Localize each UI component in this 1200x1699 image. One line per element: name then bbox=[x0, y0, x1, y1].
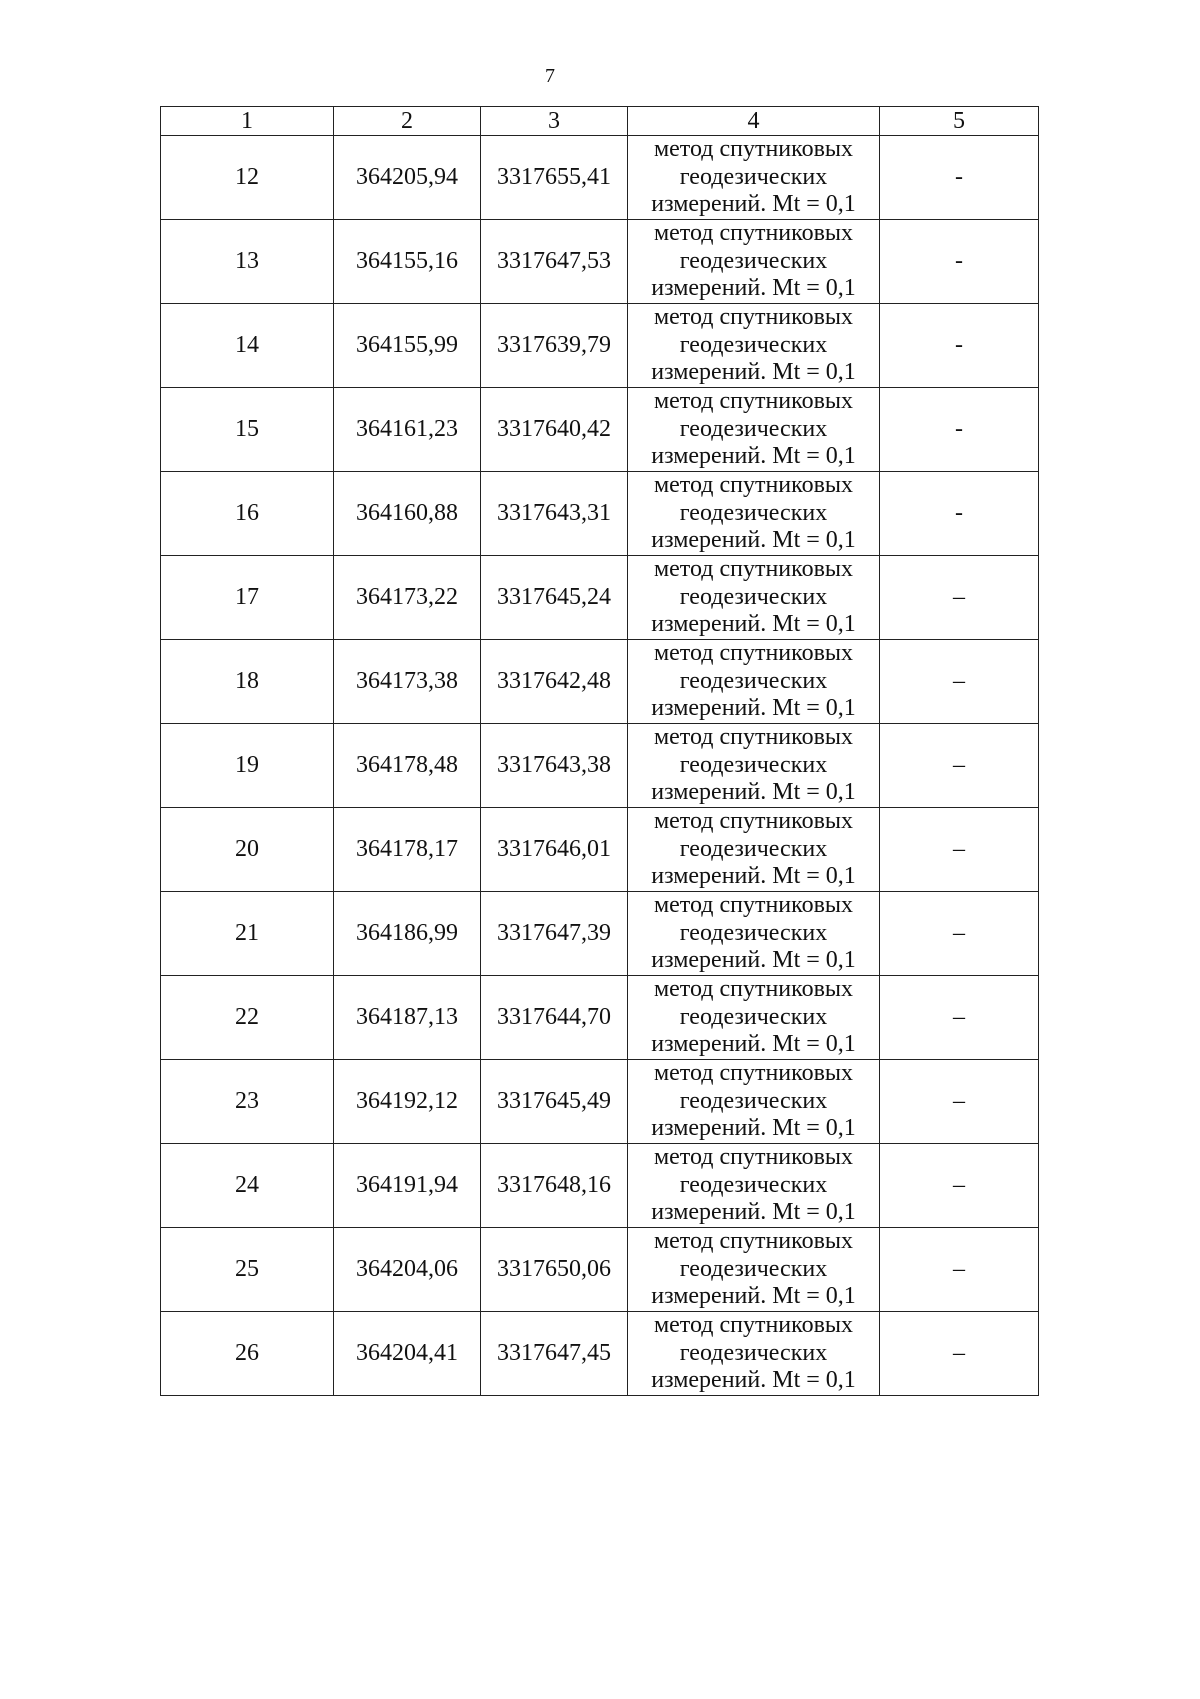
note-cell: – bbox=[880, 640, 1039, 724]
method-line: измерений. Mt = 0,1 bbox=[651, 1031, 856, 1058]
y-coordinate-cell: 3317645,24 bbox=[481, 556, 628, 640]
method-text bbox=[628, 220, 879, 303]
method-cell bbox=[628, 220, 880, 304]
x-coordinate-cell: 364187,13 bbox=[334, 976, 481, 1060]
note-cell: – bbox=[880, 1060, 1039, 1144]
method-line: геодезических bbox=[679, 1087, 828, 1114]
method-cell bbox=[628, 1144, 880, 1228]
method-line: геодезических bbox=[679, 331, 828, 358]
x-coordinate-cell: 364160,88 bbox=[334, 472, 481, 556]
table-row bbox=[161, 136, 1039, 220]
y-coordinate-cell: 3317646,01 bbox=[481, 808, 628, 892]
method-text bbox=[628, 1060, 879, 1143]
point-number-cell: 17 bbox=[161, 556, 334, 640]
method-text bbox=[628, 304, 879, 387]
method-line: измерений. Mt = 0,1 bbox=[651, 1367, 856, 1394]
table-row bbox=[161, 388, 1039, 472]
method-line: геодезических bbox=[679, 835, 828, 862]
method-line: измерений. Mt = 0,1 bbox=[651, 1283, 856, 1310]
method-line: геодезических bbox=[679, 1339, 828, 1366]
method-line: геодезических bbox=[679, 247, 828, 274]
method-line: измерений. Mt = 0,1 bbox=[651, 779, 856, 806]
note-cell: – bbox=[880, 808, 1039, 892]
y-coordinate-cell: 3317645,49 bbox=[481, 1060, 628, 1144]
header-cell-1: 1 bbox=[161, 107, 334, 136]
method-cell bbox=[628, 1312, 880, 1396]
note-cell: – bbox=[880, 976, 1039, 1060]
method-cell bbox=[628, 892, 880, 976]
point-number-cell: 13 bbox=[161, 220, 334, 304]
header-cell-3: 3 bbox=[481, 107, 628, 136]
header-cell-2: 2 bbox=[334, 107, 481, 136]
method-cell bbox=[628, 304, 880, 388]
note-cell: - bbox=[880, 388, 1039, 472]
method-line: геодезических bbox=[679, 751, 828, 778]
note-cell: - bbox=[880, 304, 1039, 388]
x-coordinate-cell: 364191,94 bbox=[334, 1144, 481, 1228]
note-cell: – bbox=[880, 1144, 1039, 1228]
y-coordinate-cell: 3317655,41 bbox=[481, 136, 628, 220]
table-row bbox=[161, 1060, 1039, 1144]
method-line: метод спутниковых bbox=[653, 304, 854, 331]
method-line: измерений. Mt = 0,1 bbox=[651, 611, 856, 638]
y-coordinate-cell: 3317650,06 bbox=[481, 1228, 628, 1312]
coordinates-table bbox=[160, 106, 1039, 1396]
method-line: метод спутниковых bbox=[653, 976, 854, 1003]
point-number-cell: 22 bbox=[161, 976, 334, 1060]
method-line: геодезических bbox=[679, 919, 828, 946]
method-text bbox=[628, 808, 879, 891]
x-coordinate-cell: 364192,12 bbox=[334, 1060, 481, 1144]
y-coordinate-cell: 3317640,42 bbox=[481, 388, 628, 472]
method-line: метод спутниковых bbox=[653, 1060, 854, 1087]
x-coordinate-cell: 364178,17 bbox=[334, 808, 481, 892]
method-cell bbox=[628, 388, 880, 472]
method-line: измерений. Mt = 0,1 bbox=[651, 191, 856, 218]
method-line: метод спутниковых bbox=[653, 1312, 854, 1339]
note-cell: - bbox=[880, 472, 1039, 556]
table-row bbox=[161, 556, 1039, 640]
method-cell bbox=[628, 472, 880, 556]
point-number-cell: 26 bbox=[161, 1312, 334, 1396]
method-text bbox=[628, 1144, 879, 1227]
y-coordinate-cell: 3317643,31 bbox=[481, 472, 628, 556]
method-text bbox=[628, 136, 879, 219]
method-cell bbox=[628, 136, 880, 220]
method-line: метод спутниковых bbox=[653, 1144, 854, 1171]
point-number-cell: 24 bbox=[161, 1144, 334, 1228]
x-coordinate-cell: 364204,06 bbox=[334, 1228, 481, 1312]
note-cell: – bbox=[880, 1228, 1039, 1312]
method-line: метод спутниковых bbox=[653, 640, 854, 667]
method-line: измерений. Mt = 0,1 bbox=[651, 695, 856, 722]
header-cell-4: 4 bbox=[628, 107, 880, 136]
method-line: геодезических bbox=[679, 667, 828, 694]
method-text bbox=[628, 472, 879, 555]
method-cell bbox=[628, 1060, 880, 1144]
method-line: метод спутниковых bbox=[653, 892, 854, 919]
point-number-cell: 16 bbox=[161, 472, 334, 556]
table-row bbox=[161, 304, 1039, 388]
note-cell: - bbox=[880, 220, 1039, 304]
x-coordinate-cell: 364205,94 bbox=[334, 136, 481, 220]
method-line: метод спутниковых bbox=[653, 472, 854, 499]
y-coordinate-cell: 3317647,39 bbox=[481, 892, 628, 976]
method-line: геодезических bbox=[679, 163, 828, 190]
note-cell: – bbox=[880, 1312, 1039, 1396]
x-coordinate-cell: 364173,22 bbox=[334, 556, 481, 640]
point-number-cell: 21 bbox=[161, 892, 334, 976]
point-number-cell: 18 bbox=[161, 640, 334, 724]
method-line: измерений. Mt = 0,1 bbox=[651, 443, 856, 470]
method-cell bbox=[628, 556, 880, 640]
x-coordinate-cell: 364161,23 bbox=[334, 388, 481, 472]
method-line: геодезических bbox=[679, 1255, 828, 1282]
note-cell: – bbox=[880, 724, 1039, 808]
method-line: измерений. Mt = 0,1 bbox=[651, 1199, 856, 1226]
point-number-cell: 23 bbox=[161, 1060, 334, 1144]
method-line: измерений. Mt = 0,1 bbox=[651, 947, 856, 974]
x-coordinate-cell: 364178,48 bbox=[334, 724, 481, 808]
method-cell bbox=[628, 976, 880, 1060]
table-row bbox=[161, 1228, 1039, 1312]
method-text bbox=[628, 556, 879, 639]
method-line: метод спутниковых bbox=[653, 388, 854, 415]
point-number-cell: 15 bbox=[161, 388, 334, 472]
method-line: измерений. Mt = 0,1 bbox=[651, 359, 856, 386]
method-text bbox=[628, 1228, 879, 1311]
note-cell: – bbox=[880, 892, 1039, 976]
method-line: метод спутниковых bbox=[653, 724, 854, 751]
y-coordinate-cell: 3317639,79 bbox=[481, 304, 628, 388]
x-coordinate-cell: 364186,99 bbox=[334, 892, 481, 976]
y-coordinate-cell: 3317643,38 bbox=[481, 724, 628, 808]
table-body bbox=[161, 107, 1039, 1396]
method-text bbox=[628, 976, 879, 1059]
method-text bbox=[628, 892, 879, 975]
y-coordinate-cell: 3317642,48 bbox=[481, 640, 628, 724]
note-cell: - bbox=[880, 136, 1039, 220]
method-line: геодезических bbox=[679, 583, 828, 610]
table-row bbox=[161, 472, 1039, 556]
header-cell-5: 5 bbox=[880, 107, 1039, 136]
point-number-cell: 14 bbox=[161, 304, 334, 388]
x-coordinate-cell: 364204,41 bbox=[334, 1312, 481, 1396]
method-line: измерений. Mt = 0,1 bbox=[651, 1115, 856, 1142]
x-coordinate-cell: 364173,38 bbox=[334, 640, 481, 724]
table-header-row bbox=[161, 107, 1039, 136]
method-line: измерений. Mt = 0,1 bbox=[651, 275, 856, 302]
method-line: геодезических bbox=[679, 1003, 828, 1030]
method-line: метод спутниковых bbox=[653, 220, 854, 247]
table-row bbox=[161, 892, 1039, 976]
table-row bbox=[161, 640, 1039, 724]
method-text bbox=[628, 724, 879, 807]
x-coordinate-cell: 364155,99 bbox=[334, 304, 481, 388]
method-line: геодезических bbox=[679, 499, 828, 526]
method-line: метод спутниковых bbox=[653, 556, 854, 583]
y-coordinate-cell: 3317648,16 bbox=[481, 1144, 628, 1228]
table-row bbox=[161, 808, 1039, 892]
method-line: геодезических bbox=[679, 1171, 828, 1198]
method-text bbox=[628, 388, 879, 471]
table-row bbox=[161, 1144, 1039, 1228]
table-row bbox=[161, 220, 1039, 304]
method-line: измерений. Mt = 0,1 bbox=[651, 527, 856, 554]
method-cell bbox=[628, 640, 880, 724]
point-number-cell: 25 bbox=[161, 1228, 334, 1312]
x-coordinate-cell: 364155,16 bbox=[334, 220, 481, 304]
y-coordinate-cell: 3317647,53 bbox=[481, 220, 628, 304]
method-text bbox=[628, 1312, 879, 1395]
point-number-cell: 20 bbox=[161, 808, 334, 892]
method-line: геодезических bbox=[679, 415, 828, 442]
method-line: метод спутниковых bbox=[653, 808, 854, 835]
method-line: метод спутниковых bbox=[653, 136, 854, 163]
note-cell: – bbox=[880, 556, 1039, 640]
table-row bbox=[161, 1312, 1039, 1396]
table-row bbox=[161, 976, 1039, 1060]
y-coordinate-cell: 3317647,45 bbox=[481, 1312, 628, 1396]
method-cell bbox=[628, 1228, 880, 1312]
point-number-cell: 19 bbox=[161, 724, 334, 808]
method-cell bbox=[628, 808, 880, 892]
method-cell bbox=[628, 724, 880, 808]
point-number-cell: 12 bbox=[161, 136, 334, 220]
method-text bbox=[628, 640, 879, 723]
method-line: измерений. Mt = 0,1 bbox=[651, 863, 856, 890]
y-coordinate-cell: 3317644,70 bbox=[481, 976, 628, 1060]
page-number: 7 bbox=[545, 65, 555, 87]
table-row bbox=[161, 724, 1039, 808]
method-line: метод спутниковых bbox=[653, 1228, 854, 1255]
